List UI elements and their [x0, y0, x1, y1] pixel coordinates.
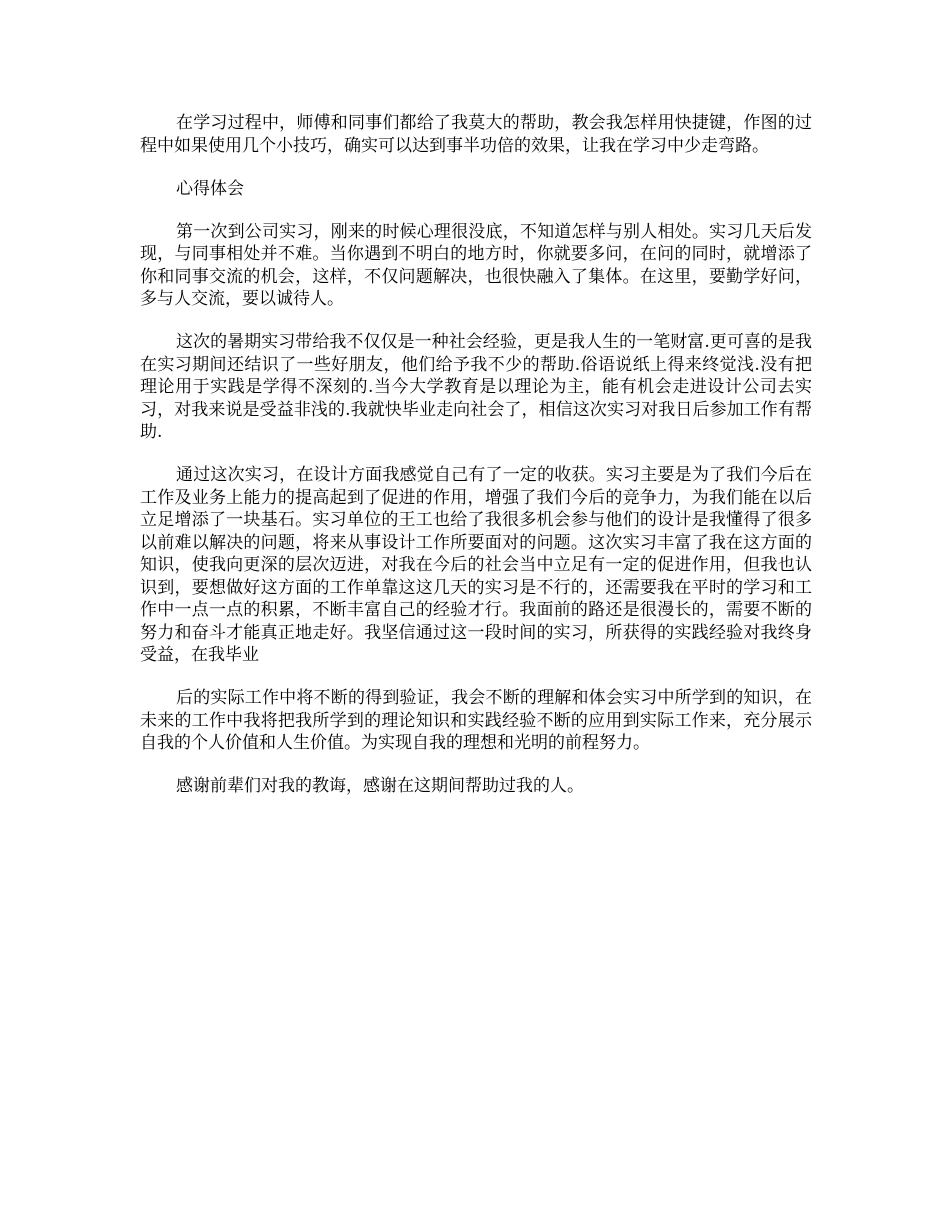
- section-heading-experience: 心得体会: [176, 178, 244, 199]
- document-body: [140, 112, 812, 818]
- paragraph-design-gains: 通过这次实习，在设计方面我感觉自己有了一定的收获。实习主要是为了我们今后在工作及业务上能力的提高起到了促进的作用，增强了我们今后的竞争力，为我们能在以后立足增添了一块基石。实习单位的王工也给了我很多机会参与他们的设计是我懂得了很多以前难以解决的问题，将来从事设计工作所要面对的问题。这次实习丰富了我在这方面的知识，使我向更深的层次迈进，对我在今后的社会当中立足有一定的促进作用，但我也认识到，要想做好这方面的工作单靠这这几天的实习是不行的，还需要我在平时的学习和工作中一点一点的积累，不断丰富自己的经验才行。我面前的路还是很漫长的，需要不断的努力和奋斗才能真正地走好。我坚信通过这一段时间的实习，所获得的实践经验对我终身受益，在我毕业: [140, 465, 812, 665]
- paragraph-summer-internship: 这次的暑期实习带给我不仅仅是一种社会经验，更是我人生的一笔财富.更可喜的是我在实习期间还结识了一些好朋友，他们给予我不少的帮助.俗语说纸上得来终觉浅.没有把理论用于实践是学得不深刻的.当今大学教育是以理论为主，能有机会走进设计公司去实习，对我来说是受益非浅的.我就快毕业走向社会了，相信这次实习对我日后参加工作有帮助.: [140, 332, 812, 442]
- paragraph-first-internship: 第一次到公司实习，刚来的时候心理很没底，不知道怎样与别人相处。实习几天后发现，与同事相处并不难。当你遇到不明白的地方时，你就要多问，在问的同时，就增添了你和同事交流的机会，这样，不仅问题解决，也很快融入了集体。在这里，要勤学好问，多与人交流，要以诚待人。: [140, 221, 812, 309]
- paragraph-future-work: 后的实际工作中将不断的得到验证，我会不断的理解和体会实习中所学到的知识，在未来的工作中我将把我所学到的理论知识和实践经验不断的应用到实际工作来，充分展示自我的个人价值和人生价值。为实现自我的理想和光明的前程努力。: [140, 688, 812, 753]
- paragraph-thanks: 感谢前辈们对我的教诲，感谢在这期间帮助过我的人。: [176, 776, 584, 796]
- paragraph-learning-help: 在学习过程中，师傅和同事们都给了我莫大的帮助，教会我怎样用快捷键，作图的过程中如果使用几个小技巧，确实可以达到事半功倍的效果，让我在学习中少走弯路。: [140, 113, 812, 156]
